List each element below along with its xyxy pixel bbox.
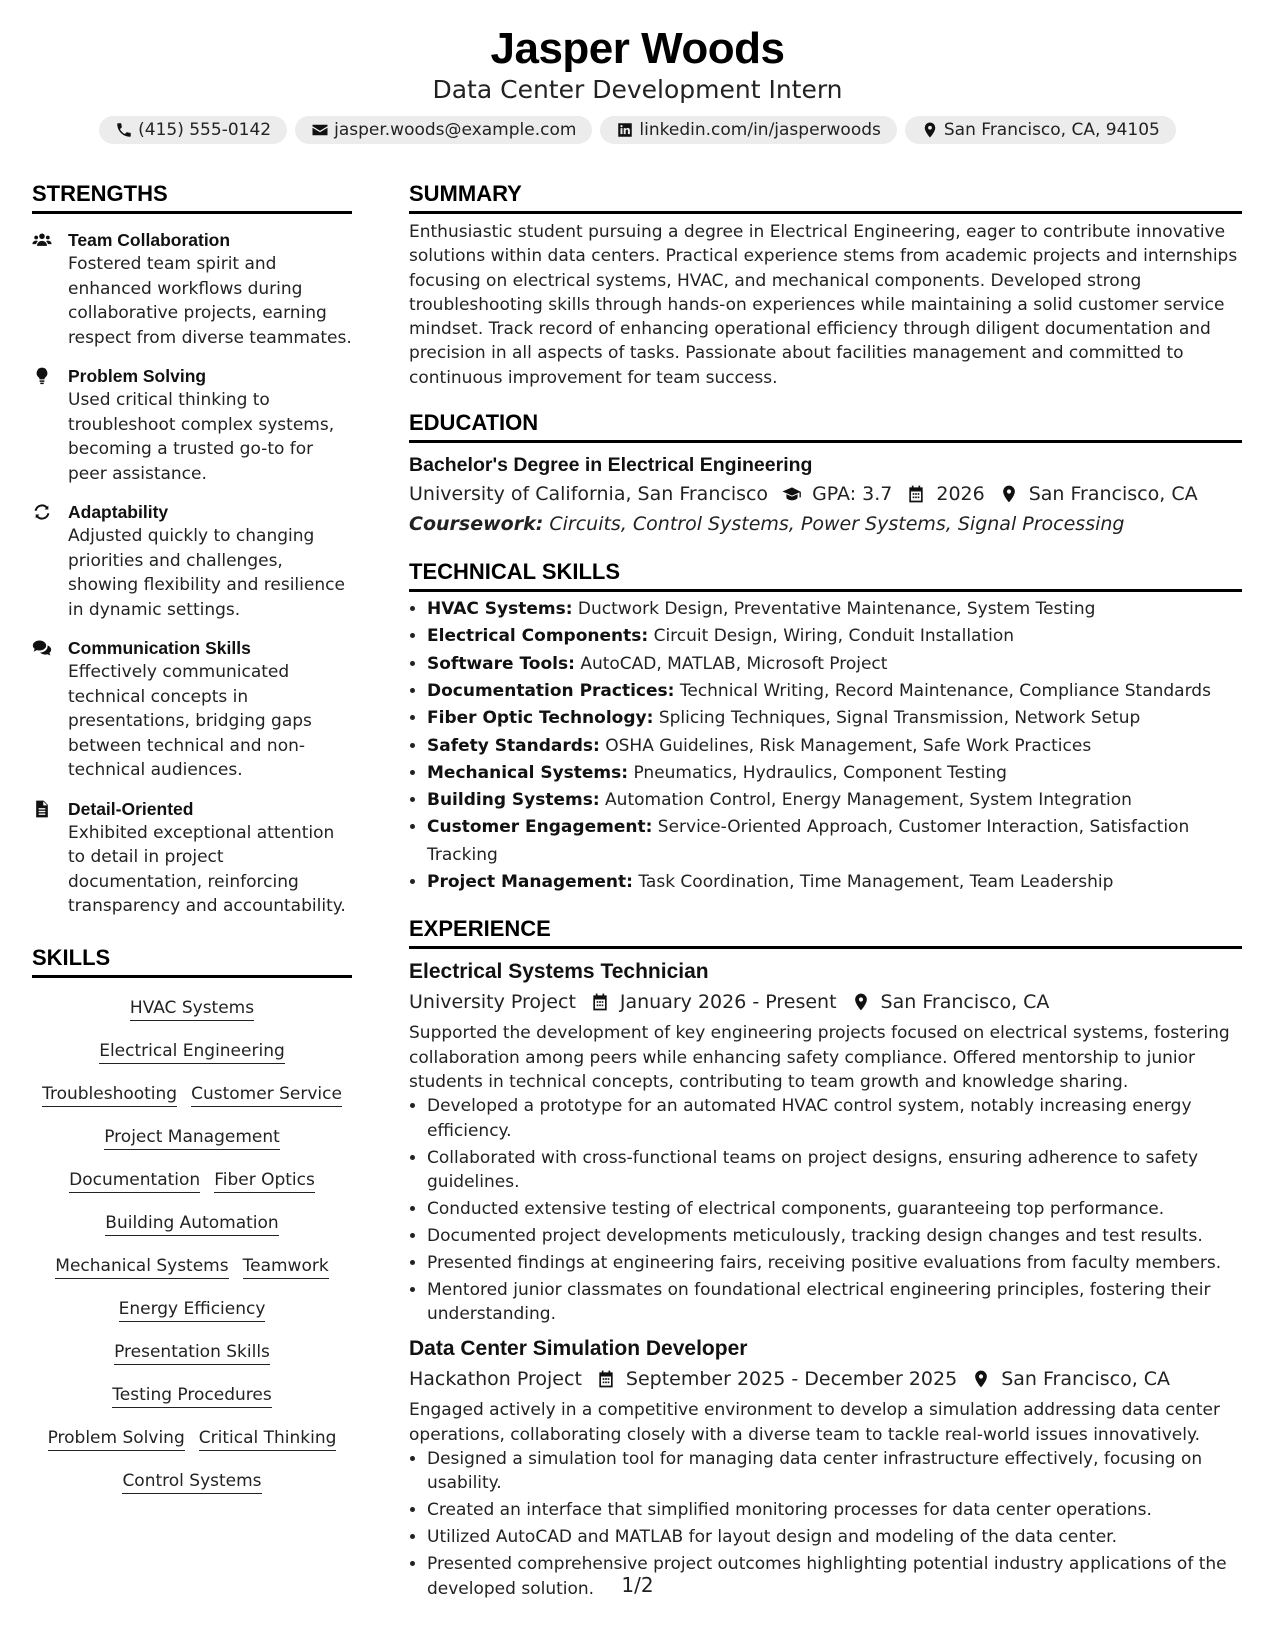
job-location: San Francisco, CA [1001,1368,1171,1391]
skill-row [32,1341,352,1365]
skill-row [32,1083,352,1107]
tech-skill-value: Circuit Design, Wiring, Conduit Installation [653,626,1015,647]
skill-tag: Troubleshooting [42,1083,177,1107]
job-description: Supported the development of key engineering projects focused on electrical systems, fostering collaboration among peers while enhancing safety compliance. Offered mentorship to junior students in technical concepts, contributing to team growth and knowledge sharing. [409,1023,1230,1092]
job-dates: September 2025 - December 2025 [625,1368,958,1391]
tech-skill-label: Electrical Components: [427,626,649,647]
education-section [409,410,1242,539]
skill-tag: Project Management [104,1126,280,1150]
tech-skill-label: Safety Standards: [427,735,600,756]
technical-skills-section [409,559,1242,896]
strengths-heading: STRENGTHS [32,181,352,214]
tech-skill-label: HVAC Systems: [427,599,573,620]
job-meta [409,1364,1242,1394]
lightbulb-icon [32,366,52,386]
location-text: San Francisco, CA, 94105 [943,120,1160,140]
job-title: Data Center Simulation Developer [409,1337,748,1361]
list-item: • Utilized AutoCAD and MATLAB for layout design and modeling of the data center. [427,1525,1242,1549]
skill-tag: HVAC Systems [130,997,254,1021]
skill-tag: Critical Thinking [199,1427,337,1451]
tech-skill-value: Splicing Techniques, Signal Transmission, Network Setup [658,708,1141,729]
skill-tag: Customer Service [191,1083,342,1107]
phone-text: (415) 555-0142 [138,120,272,140]
technical-skills-heading: TECHNICAL SKILLS [409,559,1242,592]
skills-heading: SKILLS [32,945,352,978]
tech-skill-value: Task Coordination, Time Management, Team Leadership [638,872,1114,893]
tech-skill-value: OSHA Guidelines, Risk Management, Safe Work Practices [605,735,1092,756]
school-location: San Francisco, CA [1028,483,1198,506]
skill-row [32,1169,352,1193]
email-contact[interactable] [295,116,592,144]
list-item [427,869,1242,896]
skill-row [32,1384,352,1408]
map-pin-icon [921,121,939,139]
strength-desc: Fostered team spirit and enhanced workflows during collaborative projects, earning respect from diverse teammates. [68,254,352,348]
linkedin-icon [616,121,634,139]
list-item [427,596,1242,623]
tech-skill-label: Software Tools: [427,653,575,674]
skill-tag: Control Systems [122,1470,261,1494]
skill-tag: Testing Procedures [112,1384,271,1408]
tech-skill-label: Fiber Optic Technology: [427,708,654,729]
list-item: • Created an interface that simplified monitoring processes for data center operations. [427,1498,1242,1522]
tech-skill-value: Service-Oriented Approach, Customer Interaction, Satisfaction Tracking [427,817,1190,865]
phone-contact[interactable] [99,116,287,144]
skill-row [32,1298,352,1322]
comments-icon [32,638,52,658]
skill-tag: Teamwork [243,1255,329,1279]
list-item: • Mentored junior classmates on foundational electrical engineering principles, fostering their understanding. [427,1278,1242,1327]
linkedin-text: linkedin.com/in/jasperwoods [639,120,881,140]
candidate-name: Jasper Woods [490,24,785,73]
calendar-icon [906,484,926,504]
school-name: University of California, San Francisco [409,483,769,506]
list-item [427,787,1242,814]
tech-skill-label: Project Management: [427,872,633,893]
skill-tag: Electrical Engineering [99,1040,285,1064]
strength-title: Team Collaboration [68,230,231,250]
skill-row [32,997,352,1021]
phone-icon [115,121,133,139]
list-item [427,760,1242,787]
right-column [409,181,1242,1603]
job-description: Engaged actively in a competitive environment to develop a simulation addressing data center operations, collaborating closely with a diverse team to tackle real-world issues innovatively. [409,1400,1220,1445]
tech-skill-value: Pneumatics, Hydraulics, Component Testing [633,762,1007,783]
strength-item [32,636,352,783]
tech-skill-label: Building Systems: [427,790,600,811]
skill-row [32,1470,352,1494]
list-item: • Conducted extensive testing of electrical components, guaranteeing top performance. [427,1197,1242,1221]
technical-skills-list [409,596,1242,896]
skill-row [32,1255,352,1279]
list-item: • Designed a simulation tool for managing data center infrastructure effectively, focusing on usability. [427,1447,1242,1496]
document-icon [32,799,52,819]
list-item: • Presented comprehensive project outcomes highlighting potential industry applications of the developed solution. [427,1552,1242,1601]
education-meta [409,479,1242,509]
coursework-line [409,509,1242,539]
skill-row [32,1212,352,1236]
coursework-label: Coursework: [409,513,544,536]
skill-row [32,1126,352,1150]
gpa-text: GPA: 3.7 [812,483,893,506]
list-item [427,814,1242,869]
list-item: • Collaborated with cross-functional teams on project designs, ensuring adherence to safety guidelines. [427,1146,1242,1195]
skill-tag: Presentation Skills [114,1341,270,1365]
job-dates: January 2026 - Present [619,991,837,1014]
skill-tag: Problem Solving [48,1427,185,1451]
experience-section [409,916,1242,1601]
list-item [427,733,1242,760]
skills-section [32,945,352,1494]
job-title: Electrical Systems Technician [409,960,709,984]
strength-desc: Effectively communicated technical concepts in presentations, bridging gaps between technical and non-technical audiences. [68,662,312,780]
strength-item [32,228,352,350]
tech-skill-label: Customer Engagement: [427,817,653,838]
resume-header [0,22,1275,144]
list-item [427,678,1242,705]
list-item [427,623,1242,650]
list-item [427,705,1242,732]
calendar-icon [596,1369,616,1389]
skill-tag: Building Automation [105,1212,278,1236]
strength-desc: Adjusted quickly to changing priorities and challenges, showing flexibility and resilience in dynamic settings. [68,526,345,620]
job-location: San Francisco, CA [880,991,1050,1014]
experience-heading: EXPERIENCE [409,916,1242,949]
job-org: Hackathon Project [409,1368,582,1391]
strength-title: Communication Skills [68,638,251,658]
skill-tag: Energy Efficiency [119,1298,266,1322]
job-entry [409,957,1242,1326]
degree-title: Bachelor's Degree in Electrical Engineering [409,454,813,477]
map-pin-icon [851,992,871,1012]
summary-section [409,181,1242,390]
job-org: University Project [409,991,576,1014]
email-text: jasper.woods@example.com [334,120,577,140]
envelope-icon [311,121,329,139]
graduation-cap-icon [782,484,802,504]
graduation-year: 2026 [936,483,985,506]
page-number: 1/2 [621,1573,654,1597]
strength-title: Adaptability [68,502,169,522]
map-pin-icon [999,484,1019,504]
list-item [427,651,1242,678]
tech-skill-value: Technical Writing, Record Maintenance, Compliance Standards [679,680,1211,701]
left-column [32,181,352,1494]
linkedin-contact[interactable] [600,116,896,144]
strength-title: Detail-Oriented [68,798,194,819]
skill-tag: Mechanical Systems [55,1255,228,1279]
contact-bar [0,116,1275,144]
job-entry [409,1334,1242,1601]
sync-icon [32,502,52,522]
location-contact[interactable] [905,116,1176,144]
skill-tag: Fiber Optics [214,1169,315,1193]
coursework-list: Circuits, Control Systems, Power Systems, Signal Processing [549,513,1125,536]
summary-text: Enthusiastic student pursuing a degree in Electrical Engineering, eager to contribute innovative solutions within data centers. Practical experience stems from academic projects and internships focusing on electrical systems, HVAC, and mechanical components. Developed strong troubleshooting skills through hands-on experiences while maintaining a solid customer service mindset. Track record of enhancing operational efficiency through diligent documentation and precision in all aspects of tasks. Passionate about facilities management and committed to continuous improvement for team success. [409,222,1238,388]
skill-row [32,1427,352,1451]
strength-item [32,797,352,919]
map-pin-icon [971,1369,991,1389]
strength-desc: Used critical thinking to troubleshoot complex systems, becoming a trusted go-to for peer assistance. [68,390,335,484]
tech-skill-value: Automation Control, Energy Management, System Integration [605,790,1132,811]
tech-skill-value: AutoCAD, MATLAB, Microsoft Project [580,653,888,674]
education-heading: EDUCATION [409,410,1242,443]
calendar-icon [590,992,610,1012]
skill-row [32,1040,352,1064]
summary-heading: SUMMARY [409,181,1242,214]
strength-item [32,500,352,622]
tech-skill-label: Documentation Practices: [427,680,675,701]
tech-skill-value: Ductwork Design, Preventative Maintenance, System Testing [577,599,1096,620]
skill-tag: Documentation [69,1169,200,1193]
strength-desc: Exhibited exceptional attention to detail in project documentation, reinforcing transparency and accountability. [68,822,346,916]
candidate-role: Data Center Development Intern [432,75,843,104]
job-bullets [409,1094,1242,1326]
list-item: • Documented project developments meticulously, tracking design changes and test results. [427,1224,1242,1248]
list-item: • Developed a prototype for an automated HVAC control system, notably increasing energy efficiency. [427,1094,1242,1143]
list-item: • Presented findings at engineering fairs, receiving positive evaluations from faculty members. [427,1251,1242,1275]
tech-skill-label: Mechanical Systems: [427,762,629,783]
job-meta [409,987,1242,1017]
strength-item [32,364,352,486]
strength-title: Problem Solving [68,366,207,386]
users-icon [32,230,52,250]
